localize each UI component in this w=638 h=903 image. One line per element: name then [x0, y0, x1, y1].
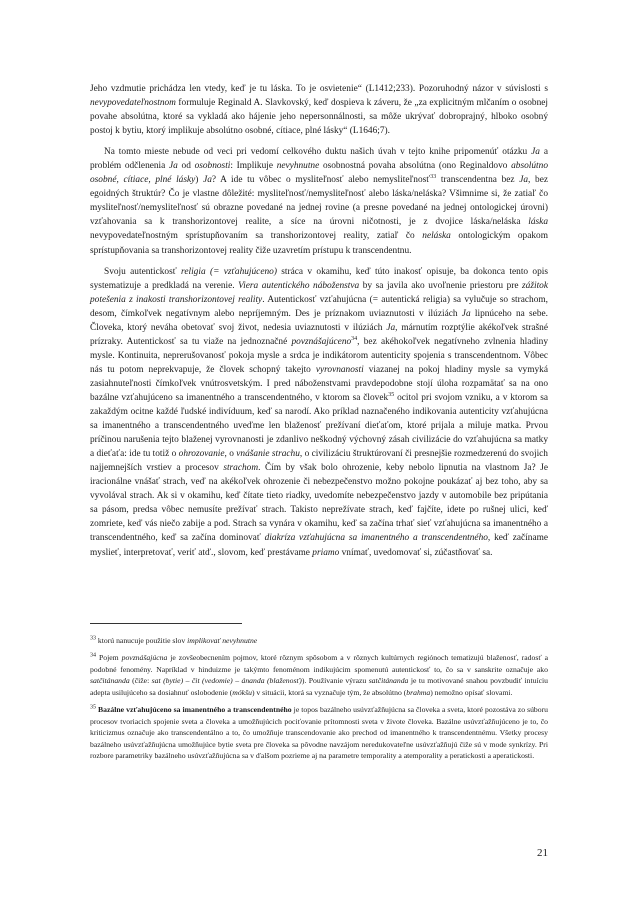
footnote-35 [90, 704, 548, 761]
text-run: Svoju autentickosť [104, 266, 182, 277]
italic-text: neláska [422, 231, 451, 242]
italic-text: vnášanie strachu [236, 449, 300, 460]
italic-text: implikovať nevyhnutne [187, 636, 258, 645]
italic-text: nevypovedateľnostnom [90, 98, 176, 109]
text-run: (čiže: [129, 676, 152, 686]
text-run: je tu motivované snahou povzbudiť intuíciu adepta usilujúceho sa dosiahnuť oslobodenie ( [90, 676, 549, 697]
text-run: , márnutím rozptýlie akékoľvek strašné prízraky. Autentickosť sa tu viaže na jednoznačné [90, 322, 548, 347]
italic-text: povznášajúcna [121, 653, 168, 663]
italic-text: ohrozovanie [178, 449, 225, 460]
text-run: transcendentna bez [436, 175, 520, 186]
footnote-separator [90, 623, 242, 624]
main-text [90, 82, 548, 567]
footnote-ref: 35 [90, 704, 96, 711]
italic-text: religia (= vzťahujúceno) [181, 266, 277, 277]
italic-text: láska [528, 217, 548, 228]
text-run: : Implikuje [230, 161, 277, 172]
italic-text: zážitok potešenia z inakosti transhorizontovej reality [90, 280, 548, 305]
text-run: viazanej na pokoj hladiny mysle sa vymyká zasiahnuteľnosti čímkoľvek vnútrosvetským. I pred náboženstvami pravdepodobne stojí úloha rozpamätať sa na ono bazálne vzťahujúceno sa imanentného a transcendentného, v ktorom sa človek [90, 364, 548, 403]
text-run: , keď začíname myslieť, interpretovať, veriť atď., slovom, keď prestávame [90, 533, 549, 558]
italic-text: čit (vedomie) [191, 676, 233, 686]
italic-text: Ja [519, 175, 529, 186]
footnote-ref: 34 [90, 652, 96, 659]
text-run: , bez akéhokoľvek negatívneho zvlnenia hladiny mysle. Kontinuita, neprerušovanosť pokoja mysle a srdca je indikátorom autenticity spojenia s transcendentnom. Vôbec nás tu potom neprekvapuje, že človek schopný takejto [90, 336, 548, 375]
text-run: – [232, 676, 242, 686]
text-run: . Čím by však bolo ohrozenie, keby nebolo lipnutia na vlastnom Ja? Je iracionálne vnášať strach, veď na akékoľvek ohrozenie či nebezpečenstvo možno pokojne poukázať aj bez toho, aby sa vyvolával strach. Ak si v okamihu, keď čítate tieto riadky, uvedomíte nebezpečenstvo jazdy v automobile bez pripútania sa pásom, predsa vôbec nemusíte prežívať strach. Takisto neprežívate strach, keď fajčíte, idete po rušnej ulici, keď zomriete, keď vás niečo zabije a pod. Strach sa vynára v okamihu, keď sa začína trhať sieť vzťahujúcna sa imanentného a transcendentného, keď sa začína dominovať [90, 463, 549, 544]
text-run: Jeho vzdmutie prichádza len vtedy, keď je tu láska. To je osvietenie“ (L1412;233). Pozoruhodný názor v súvislosti s [90, 84, 548, 94]
text-run: je topos bazálneho usúvzťažňujúcna sa človeka a sveta, ktoré pozostáva zo súboru procesov tvoriacich spojenie sveta a človeka a umožňujúcich pociťovanie prítomnosti sveta v živote človeka. Bazálne usúvzťažňujúceno je to, čo kriticizmus označuje ako transcendentálno a to, čo umožňuje transcendovanie ako prechod od imanentného k transcendentnému. Všetky procesy bazálneho usúvzťažňujúcna umožňujúce bytie sveta pre človeka sa pôvodne navzájom neredukovateľne usúvzťažňujú čiže sú v mode synkrízy. Pri rozbore parametriky bazálneho usúvzťažňujúcna sa v ďalšom pozrieme aj na parametre temporality a atemporality a peratickosti a aperatickosti. [90, 705, 549, 761]
italic-text: priamo [312, 547, 340, 558]
italic-text: nevyhnutne [276, 161, 320, 172]
text-run: osobnostná povaha absolútna (ono Reginaldovo [319, 161, 512, 172]
text-run: ). Používanie výrazu [301, 676, 369, 686]
italic-text: strachom [223, 463, 259, 474]
footnote-ref: 34 [351, 335, 358, 342]
footnotes [90, 635, 548, 768]
text-run: je zovšeobecnením pojmov, ktoré rôznym spôsobom a v rôznych kultúrnych regiónoch tematizujú blaženosť, radosť a podobné fenomény. Napríklad v hinduizme je takýmto fenoménom indikujúcim spomenutú autentickosť to, čo sa v sanskrite označuje ako [90, 653, 548, 674]
text-run: . Autentickosť vzťahujúcna (= autentická religia) sa vylučuje so strachom, desom, čímkoľvek negatívnym alebo nepríjemným. Des je príznakom uviaznutosti v ilúziách [90, 294, 548, 319]
italic-text: Ja [203, 175, 212, 186]
text-run: ontologickým opakom sprístupňovania sa transhorizontovej reality čiže uzavretím prístupu k transcendentnu. [90, 231, 548, 256]
footnote-33 [90, 635, 548, 646]
text-run: ? A ide tu vôbec o mysliteľnosť alebo nemysliteľnosť [211, 175, 431, 186]
text-run: ) v situácii, ktorá sa vyznačuje tým, že absolútno ( [251, 687, 407, 697]
italic-text: mókšu [232, 687, 252, 697]
page-number: 21 [537, 847, 548, 859]
italic-text: Viera autentického náboženstva [238, 280, 360, 291]
italic-text: Ja [169, 161, 178, 172]
footnote-34 [90, 652, 548, 698]
footnote-ref: 33 [430, 174, 437, 181]
text-run: a problém odčlenenia [90, 147, 549, 172]
italic-text: Ja [461, 308, 471, 319]
italic-text: satčitánanda [368, 676, 409, 686]
text-run: , o [224, 449, 237, 460]
italic-text: diakríza vzťahujúcna sa imanentného a transcendentného [264, 533, 488, 544]
italic-text: brahma [406, 687, 431, 697]
text-run: Na tomto mieste nebude od veci pri vedomí celkového duktu našich úvah v tejto knihe pripomenúť otázku [104, 147, 532, 158]
text-run: ktorú nanucuje použitie slov [96, 636, 188, 645]
text-run: Pojem [96, 653, 122, 663]
bold-text: Bazálne vzťahujúceno sa imanentného a transcendentného [98, 705, 292, 715]
italic-text: absolútno osobné, cítiace, plné lásky [90, 161, 548, 186]
text-run: nevypovedateľnostným sprístupňovaním sa transhorizontovej reality, zatiaľ čo [90, 231, 423, 242]
text-run: stráca v okamihu, keď túto inakosť opisuje, ba dokonca tento opis systematizuje a predkladá na verenie. [90, 266, 549, 291]
paragraph-1 [90, 82, 548, 138]
italic-text: Ja [531, 147, 540, 158]
paragraph-2 [90, 145, 548, 257]
text-run: formuluje Reginald A. Slavkovský, keď dospieva k záveru, že „za explicitným mlčaním o osobnej povahe absolútna, ktoré sa vykladá ako hájenie jeho nepersonnálnosti, sa môže ukrývať dobroprajný, hlboko osobný postoj k bytiu, ktorý implikuje absolútno osobné, cítiace, plné lásky“ (L1646;7). [90, 98, 548, 137]
text-run: by sa javila ako uvoľnenie priestoru pre [359, 280, 523, 291]
italic-text: satčitánanda [90, 676, 130, 686]
italic-text: vyrovnanosti [315, 364, 364, 375]
text-run: lipnúceho na sebe. Človeka, ktorý neváha obetovať svoj život, nedesia uviaznutosti v ilúziách [90, 308, 548, 333]
text-run: , o civilizáciu štruktúrovaní či presnejšie rozmedzerenú do svojich najjemnejších vrstiev a procesov [90, 449, 548, 474]
text-run: od [177, 161, 195, 172]
paragraph-3 [90, 265, 548, 560]
italic-text: sat (bytie) [151, 676, 184, 686]
text-run: , bez egoidných štruktúr? Čo je vlastne dôležité: mysliteľnosť/nemysliteľnosť alebo láska/neláska? Všimnime si, že zatiaľ čo mysliteľnosť/nemysliteľnosť sú obrazne povedané na jednej rovine (a presne povedané na jednej ontologickej úrovni) vzťahovania sa k transhorizontovej realite, a síce na úrovni ničotnosti, je z dvojice láska/neláska [90, 175, 549, 228]
text-run: ) nemožno opísať slovami. [430, 687, 513, 697]
footnote-ref: 33 [90, 635, 96, 642]
text-run: – [183, 676, 192, 686]
footnote-ref: 35 [388, 391, 395, 398]
italic-text: Ja [386, 322, 396, 333]
italic-text: povznášajúceno [291, 336, 352, 347]
italic-text: ánanda (blaženosť) [241, 676, 302, 686]
italic-text: osobnosti [194, 161, 231, 172]
text-run: ) [195, 175, 204, 186]
text-run: ocitol pri svojom vzniku, a v ktorom sa zakaždým ocitne každé ľudské indivíduum, keď sa narodí. Ako príklad naznačeného indikovania autenticity vzťahujúcna sa imanentného a transcendentného uveďme len blaženosť prežívaní dieťaťom, ktoré prijala a miluje matka. Prvou príčinou narušenia tejto blaženej vyrovnanosti je zdanlivo neškodný výchovný zásah civilizácie do vzťahujúcna sa matky a dieťaťa: ide tu totiž o [90, 392, 548, 460]
text-run: vnímať, uvedomovať si, zúčastňovať sa. [339, 547, 493, 558]
